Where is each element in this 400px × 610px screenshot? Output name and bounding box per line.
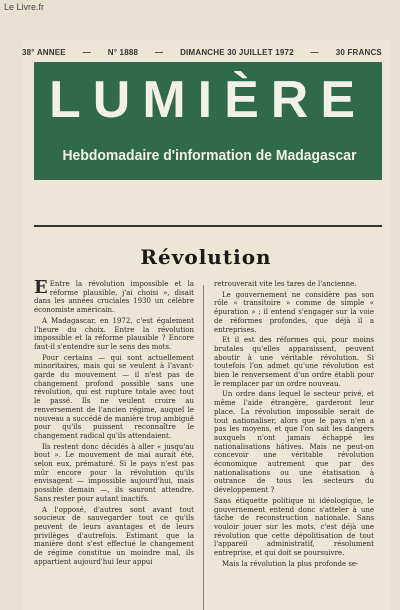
dash-separator: — (82, 48, 91, 57)
paragraph: retrouverait vite les tares de l'ancienne. (214, 280, 357, 288)
issue-number: N° 1888 (107, 48, 139, 57)
paragraph: Pour certains — qui sont actuellement minoritaires, mais qui se veulent à l'avant-garde du mouvement — il n'est pas de changement profond possible sans une révolution, qui est rupture totale avec tout le passé. Ils ne veulent croire au renversement de l'ancien régime, auquel le nouveau a succédé de manière trop ambiguë pour qu'ils puissent reconnaître le changement radical qu'ils attendaient. (34, 353, 194, 440)
drop-cap: E (34, 280, 48, 298)
masthead-subtitle: Hebdomadaire d'information de Madagascar (62, 147, 357, 164)
paragraph-text: Entre la révolution impossible et la réforme plausible, j'ai choisi », disait dans les années cruciales 1930 un célèbre économiste américain. (34, 280, 194, 315)
paragraph: A l'opposé, d'autres sont avant tout soucieux de sauvegarder tout ce qu'ils peuvent de leurs avantages et de leurs privilèges d'autrefois. Estimant que la manière dont s'est effectué le changement de régime constitue un moindre mal, ils appartient aujourd'hui leur appui (34, 505, 194, 566)
paragraph: Le gouvernement ne considère pas son rôle « transitoire » comme de simple « épuration » ; il entend s'engager sur la voie de réformes profondes, que déjà il a entreprises. (214, 290, 374, 334)
newspaper-page (22, 40, 390, 610)
paragraph: Mais la révolution la plus profonde se- (222, 559, 359, 568)
paragraph (34, 280, 194, 315)
paragraph: Ils restent donc décidés à aller « jusqu'au bout ». Le mouvement de mai aurait été, selon eux, prématuré. Si le pays n'est pas mûr encore pour la révolution qu'ils envisagent — impossible aujourd'hui, mais possible demain —, ils sauront attendre. Sans rester pour autant inactifs. (34, 442, 194, 503)
article-column-1 (34, 280, 194, 610)
paragraph: A Madagascar, en 1972, c'est également l'heure du choix. Entre la révolution impossible et la réforme plausible ? Encore faut-il s'entendre sur le sens des mots. (34, 316, 194, 351)
dash-separator: — (155, 48, 164, 57)
dateline (22, 48, 382, 57)
paragraph: Et il est des réformes qui, pour moins brutales qu'elles apparaissent, peuvent aboutir à une véritable révolution. Si toutefois l'on admet qu'une révolution est bien le renversement d'un ordre établi pour le remplacer par un ordre nouveau. (214, 336, 374, 388)
top-rule (34, 225, 382, 227)
masthead-title: LUMIÈRE (49, 71, 367, 129)
article-headline: Révolution (140, 245, 272, 269)
masthead (34, 62, 382, 180)
dash-separator: — (310, 48, 319, 57)
column-divider (203, 285, 204, 610)
site-credit: Le Livre.fr (4, 2, 45, 12)
article-column-2 (214, 280, 374, 610)
paragraph: Sans étiquette politique ni idéologique, le gouvernement entend donc s'atteler à une tâche de reconstruction nationale. Sans vouloir jouer sur les mots, c'est déjà une révolution que cette dépolitisation de tout l'appareil administratif, résolument entreprise, et qui doit se poursuivre. (214, 496, 374, 558)
issue-price: 30 FRANCS (335, 48, 382, 57)
paragraph: Un ordre dans lequel le secteur privé, et même l'aide étrangère, garderont leur place. La révolution impossible serait de tout nationaliser, alors que le pays n'en a pas les moyens, et que l'on sait les dangers auxquels n'ont jamais échappé les nationalisations hâtives. Mais ne peut-on concevoir une véritable révolution économique autrement que par des nationalisations ou une étatisation à outrance de tous les secteurs du développement ? (214, 390, 374, 495)
issue-date: DIMANCHE 30 JUILLET 1972 (180, 48, 294, 57)
issue-year: 38° ANNEE (22, 48, 66, 57)
